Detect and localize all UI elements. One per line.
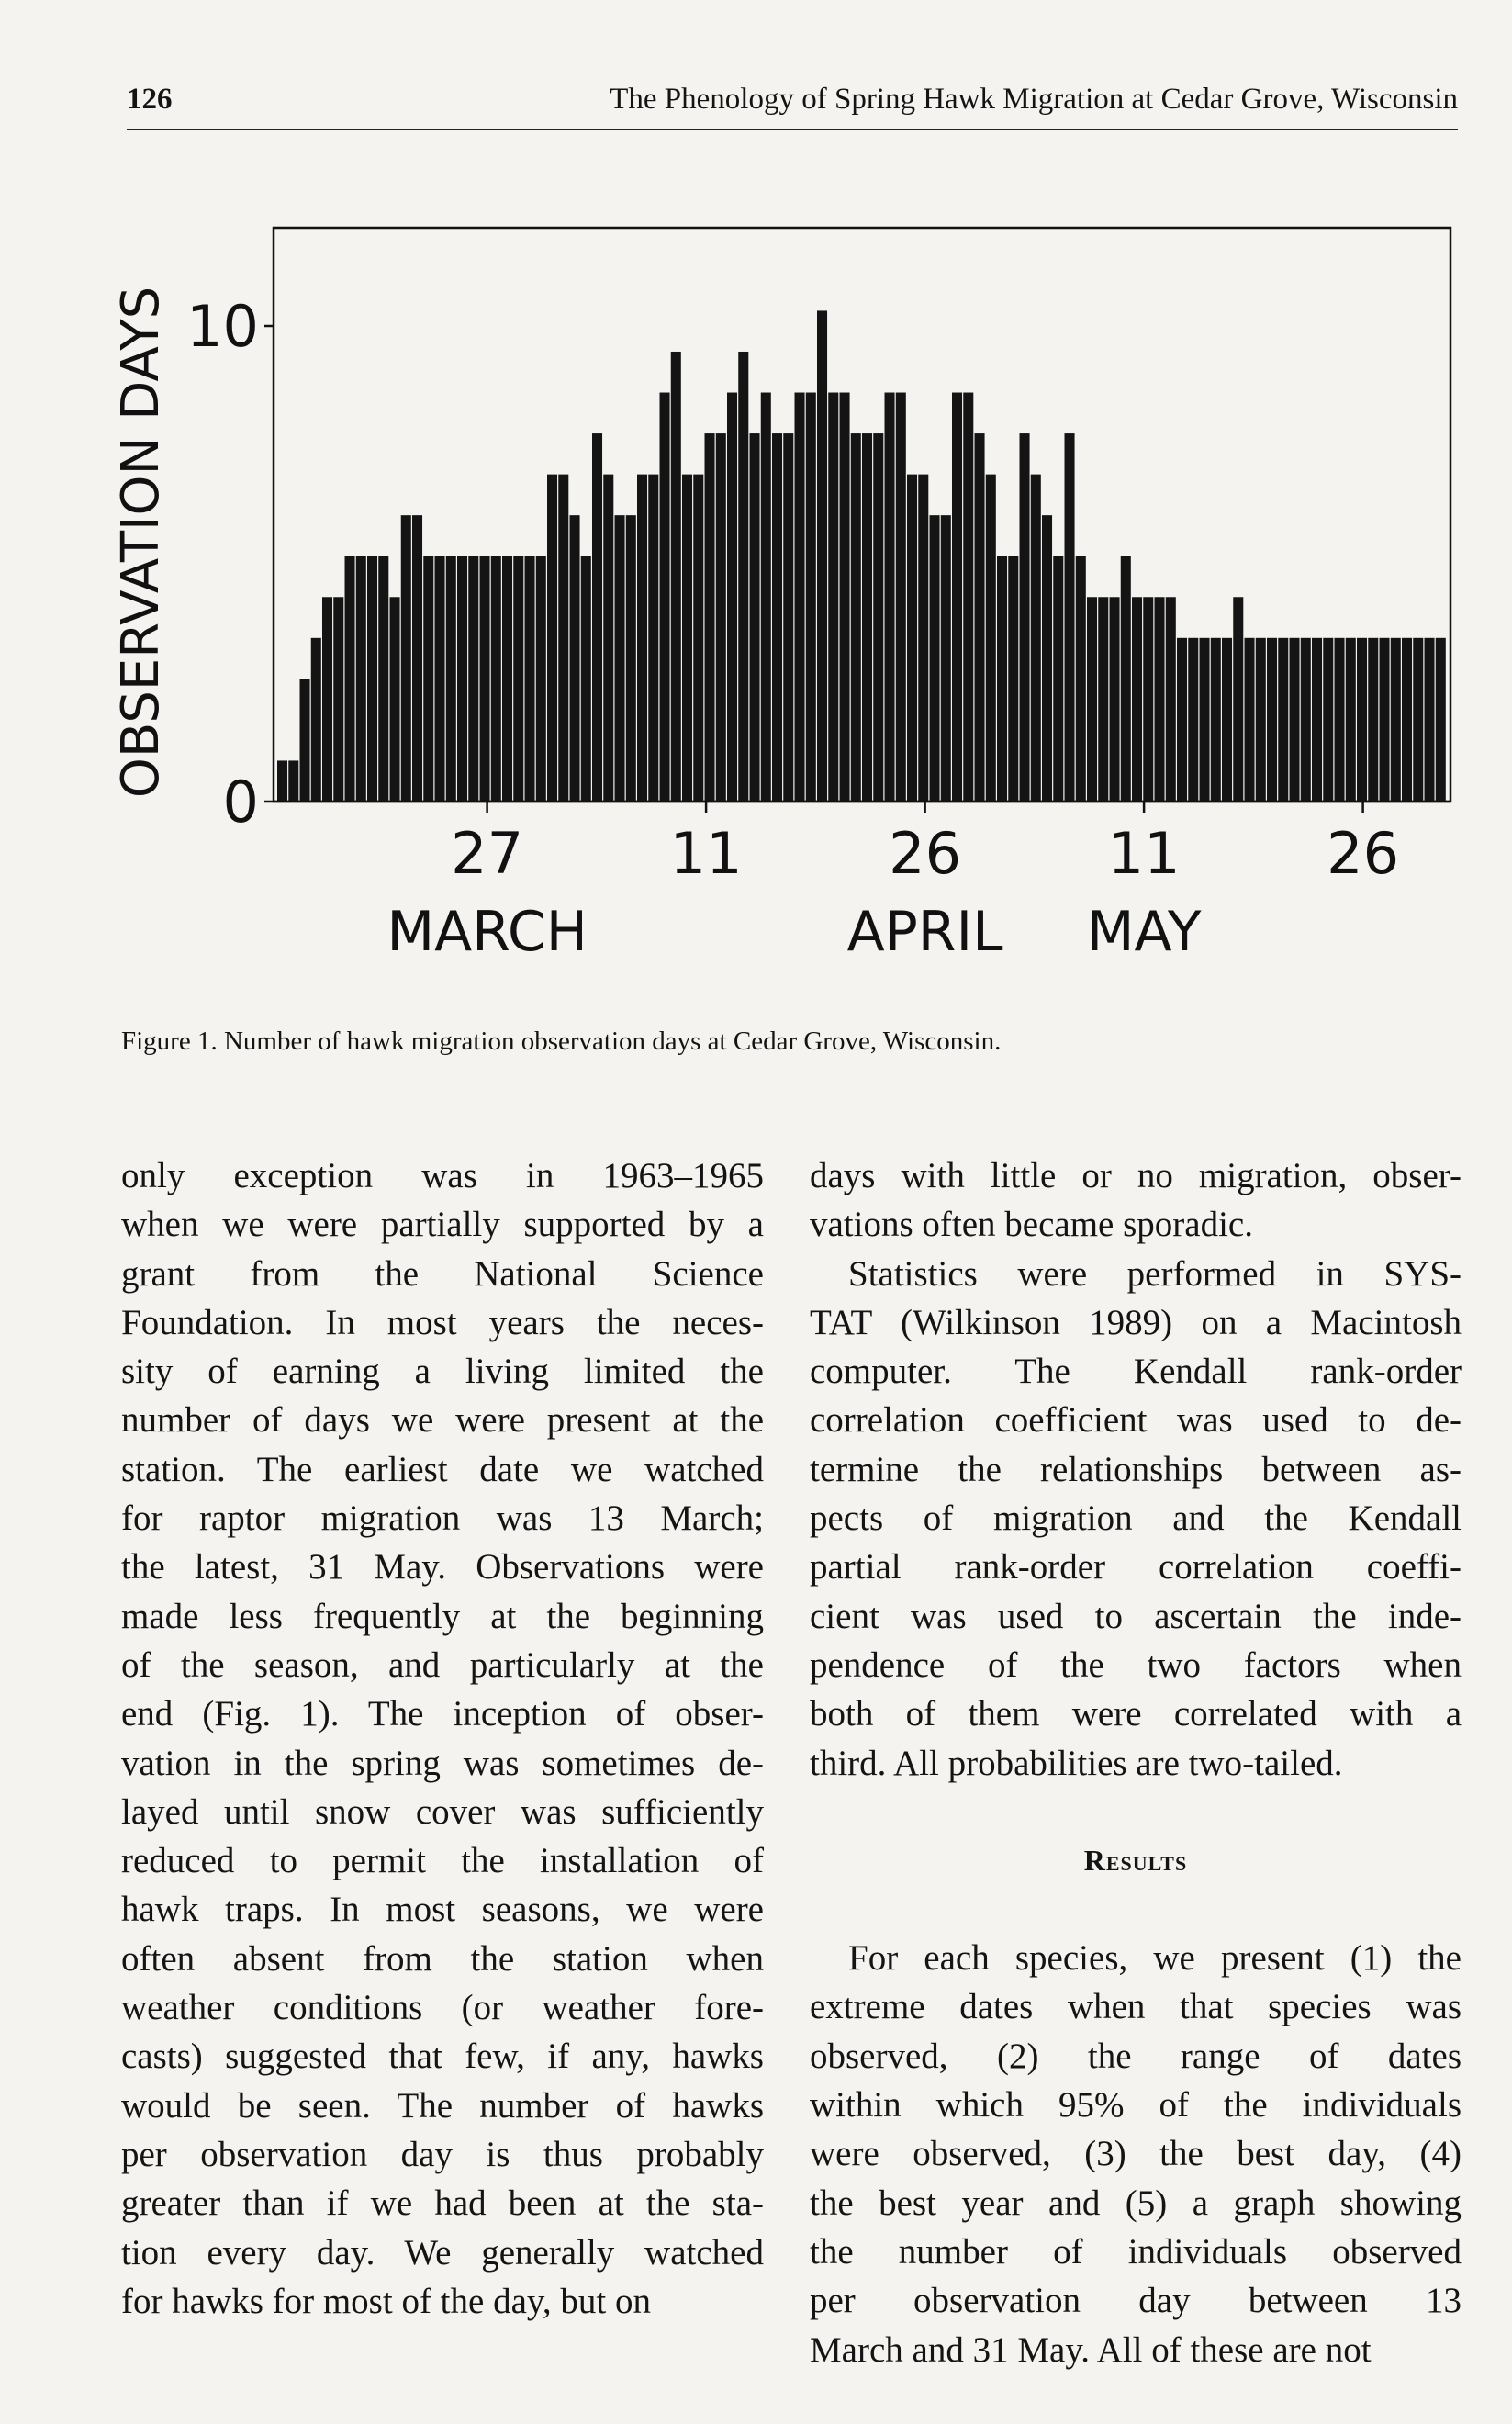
bar: [1368, 638, 1378, 802]
bar: [1076, 556, 1086, 802]
bar: [1233, 597, 1243, 802]
bar: [333, 597, 343, 802]
month-label: APRIL: [846, 900, 1003, 964]
bar: [862, 433, 872, 802]
text-line: both of them were correlated with a: [810, 1694, 1462, 1734]
y-axis-label: OBSERVATION DAYS: [111, 286, 171, 799]
bar: [345, 556, 355, 802]
bar: [1256, 638, 1266, 802]
text-line: the number of individuals observed: [810, 2231, 1462, 2272]
bar: [705, 433, 715, 802]
text-line: for raptor migration was 13 March;: [121, 1498, 764, 1539]
bar: [930, 515, 940, 802]
bar: [592, 433, 602, 802]
bar: [1020, 433, 1030, 802]
text-line: casts) suggested that few, if any, hawks: [121, 2037, 764, 2077]
text-line: per observation day between 13: [810, 2281, 1462, 2321]
text-line: made less frequently at the beginning: [121, 1596, 764, 1636]
x-tick-label: 26: [1327, 820, 1400, 887]
bar: [1143, 597, 1153, 802]
bar: [986, 475, 996, 802]
month-label: MAY: [1086, 900, 1202, 964]
y-tick-label: 0: [222, 769, 259, 836]
bar: [1053, 556, 1063, 802]
bar: [356, 556, 366, 802]
bar: [1346, 638, 1356, 802]
bar: [1402, 638, 1412, 802]
text-line: extreme dates when that species was: [810, 1987, 1462, 2027]
bar: [918, 475, 928, 802]
bar: [277, 760, 287, 802]
text-line: partial rank-order correlation coeffi-: [810, 1547, 1462, 1588]
text-line: tion every day. We generally watched: [121, 2232, 764, 2272]
bar: [615, 515, 625, 802]
bar: [1211, 638, 1221, 802]
results-heading: Results: [1083, 1843, 1188, 1877]
bar: [660, 393, 670, 802]
bar: [941, 515, 951, 802]
bar: [693, 475, 703, 802]
text-line: days with little or no migration, obser-: [810, 1156, 1462, 1195]
bar: [1031, 475, 1041, 802]
bar: [570, 515, 580, 802]
text-line: Statistics were performed in SYS-: [848, 1253, 1462, 1294]
bar: [525, 556, 535, 802]
bar: [716, 433, 726, 802]
paragraph-statistics: [810, 1250, 1462, 1788]
bar: [1301, 638, 1311, 802]
x-tick-label: 26: [889, 820, 962, 887]
text-line: correlation coefficient was used to de-: [810, 1400, 1462, 1441]
bar: [1008, 556, 1018, 802]
text-line: reduced to permit the installation of: [121, 1841, 764, 1881]
y-tick-label: 10: [186, 293, 259, 360]
text-line: would be seen. The number of hawks: [121, 2085, 764, 2126]
bar: [817, 310, 827, 802]
text-line: observed, (2) the range of dates: [810, 2036, 1462, 2076]
bar: [513, 556, 523, 802]
bar: [390, 597, 400, 802]
text-line: termine the relationships between as-: [810, 1449, 1462, 1489]
bar: [1110, 597, 1120, 802]
bar: [1436, 638, 1446, 802]
figure-caption: Figure 1. Number of hawk migration observation days at Cedar Grove, Wisconsin.: [121, 1027, 1002, 1056]
bar: [885, 393, 895, 802]
bar: [1098, 597, 1108, 802]
bar: [1413, 638, 1423, 802]
bar: [1267, 638, 1277, 802]
bar: [795, 393, 805, 802]
bar: [997, 556, 1007, 802]
bar: [1121, 556, 1131, 802]
text-line: Foundation. In most years the neces-: [121, 1302, 764, 1342]
bar: [1065, 433, 1075, 802]
bar: [547, 475, 557, 802]
text-line: pendence of the two factors when: [810, 1644, 1462, 1685]
bar: [682, 475, 692, 802]
text-line: per observation day is thus probably: [121, 2134, 764, 2174]
bar: [468, 556, 478, 802]
text-line: For each species, we present (1) the: [848, 1938, 1462, 1979]
bar: [367, 556, 377, 802]
text-line: weather conditions (or weather fore-: [121, 1988, 764, 2028]
bar: [1132, 597, 1142, 802]
bar: [963, 393, 973, 802]
text-line: grant from the National Science: [121, 1253, 764, 1294]
bar: [401, 515, 411, 802]
bar: [322, 597, 332, 802]
text-line: TAT (Wilkinson 1989) on a Macintosh: [810, 1302, 1462, 1342]
bar: [423, 556, 433, 802]
bar: [772, 433, 782, 802]
bar: [873, 433, 883, 802]
bar: [828, 393, 838, 802]
bar: [1155, 597, 1165, 802]
bar: [288, 760, 298, 802]
x-tick-label: 27: [451, 820, 524, 887]
right-column: [810, 1151, 1462, 2374]
bar: [727, 393, 737, 802]
bar: [480, 556, 490, 802]
bar: [1290, 638, 1300, 802]
bar: [626, 515, 636, 802]
text-line: March and 31 May. All of these are not: [810, 2329, 1372, 2370]
bar: [1335, 638, 1345, 802]
bar: [1188, 638, 1198, 802]
month-label: MARCH: [386, 900, 588, 964]
bar: [750, 433, 760, 802]
bar: [412, 515, 422, 802]
text-line: number of days we were present at the: [121, 1400, 764, 1441]
text-line: of the season, and particularly at the: [121, 1644, 764, 1685]
text-line: when we were partially supported by a: [121, 1205, 764, 1245]
bar: [1222, 638, 1232, 802]
bar: [491, 556, 501, 802]
text-line: hawk traps. In most seasons, we were: [121, 1890, 764, 1930]
text-line: the latest, 31 May. Observations were: [121, 1547, 764, 1588]
bar: [806, 393, 816, 802]
text-line: station. The earliest date we watched: [121, 1449, 764, 1489]
bar: [896, 393, 906, 802]
figure-1-chart: [101, 211, 1478, 1010]
bar: [502, 556, 512, 802]
bar: [1200, 638, 1210, 802]
bar: [1391, 638, 1401, 802]
bar: [637, 475, 647, 802]
bar: [1323, 638, 1333, 802]
paragraph-results: [810, 1934, 1462, 2374]
bar: [671, 352, 681, 802]
bar: [648, 475, 658, 802]
bar: [581, 556, 591, 802]
text-line: only exception was in 1963–1965: [121, 1156, 764, 1195]
bar: [840, 393, 850, 802]
running-title: The Phenology of Spring Hawk Migration at Cedar Grove, Wisconsin: [610, 83, 1458, 116]
text-line: the best year and (5) a graph showing: [810, 2183, 1462, 2223]
running-header: [127, 81, 1458, 130]
bar: [952, 393, 962, 802]
x-tick-label: 11: [1107, 820, 1181, 887]
bar: [1425, 638, 1435, 802]
text-line: sity of earning a living limited the: [121, 1352, 764, 1392]
bar: [558, 475, 568, 802]
bar: [435, 556, 445, 802]
text-line: vation in the spring was sometimes de-: [121, 1743, 764, 1783]
bar: [975, 433, 985, 802]
bar: [1245, 638, 1255, 802]
bar: [1380, 638, 1390, 802]
text-line: were observed, (3) the best day, (4): [810, 2134, 1462, 2174]
bar: [1312, 638, 1322, 802]
x-tick-label: 11: [669, 820, 743, 887]
bar: [1087, 597, 1097, 802]
text-line: pects of migration and the Kendall: [810, 1498, 1462, 1539]
text-line: within which 95% of the individuals: [810, 2085, 1462, 2126]
text-line: computer. The Kendall rank-order: [810, 1352, 1462, 1392]
page-number: 126: [127, 83, 173, 116]
text-line: for hawks for most of the day, but on: [121, 2281, 651, 2321]
bar: [457, 556, 467, 802]
left-column: [121, 1151, 764, 2326]
text-line: often absent from the station when: [121, 1938, 764, 1979]
bar: [300, 679, 310, 802]
bar: [1042, 515, 1052, 802]
text-line: greater than if we had been at the sta-: [121, 2183, 764, 2224]
text-line: third. All probabilities are two-tailed.: [810, 1743, 1343, 1783]
paragraph-continuation: [810, 1151, 1462, 1250]
text-line: end (Fig. 1). The inception of obser-: [121, 1694, 764, 1734]
text-line: cient was used to ascertain the inde-: [810, 1596, 1462, 1636]
bar: [738, 352, 748, 802]
bar: [907, 475, 917, 802]
bar: [783, 433, 793, 802]
bar: [536, 556, 546, 802]
bar: [1177, 638, 1187, 802]
bar: [446, 556, 456, 802]
bar: [851, 433, 861, 802]
bar: [761, 393, 771, 802]
bar: [311, 638, 321, 802]
bar: [1278, 638, 1288, 802]
bar: [603, 475, 613, 802]
text-line: layed until snow cover was sufficiently: [121, 1791, 764, 1832]
bar: [1166, 597, 1176, 802]
text-line: vations often became sporadic.: [810, 1205, 1253, 1245]
bar: [378, 556, 388, 802]
bar-chart: [101, 211, 1478, 1010]
bar: [1357, 638, 1367, 802]
